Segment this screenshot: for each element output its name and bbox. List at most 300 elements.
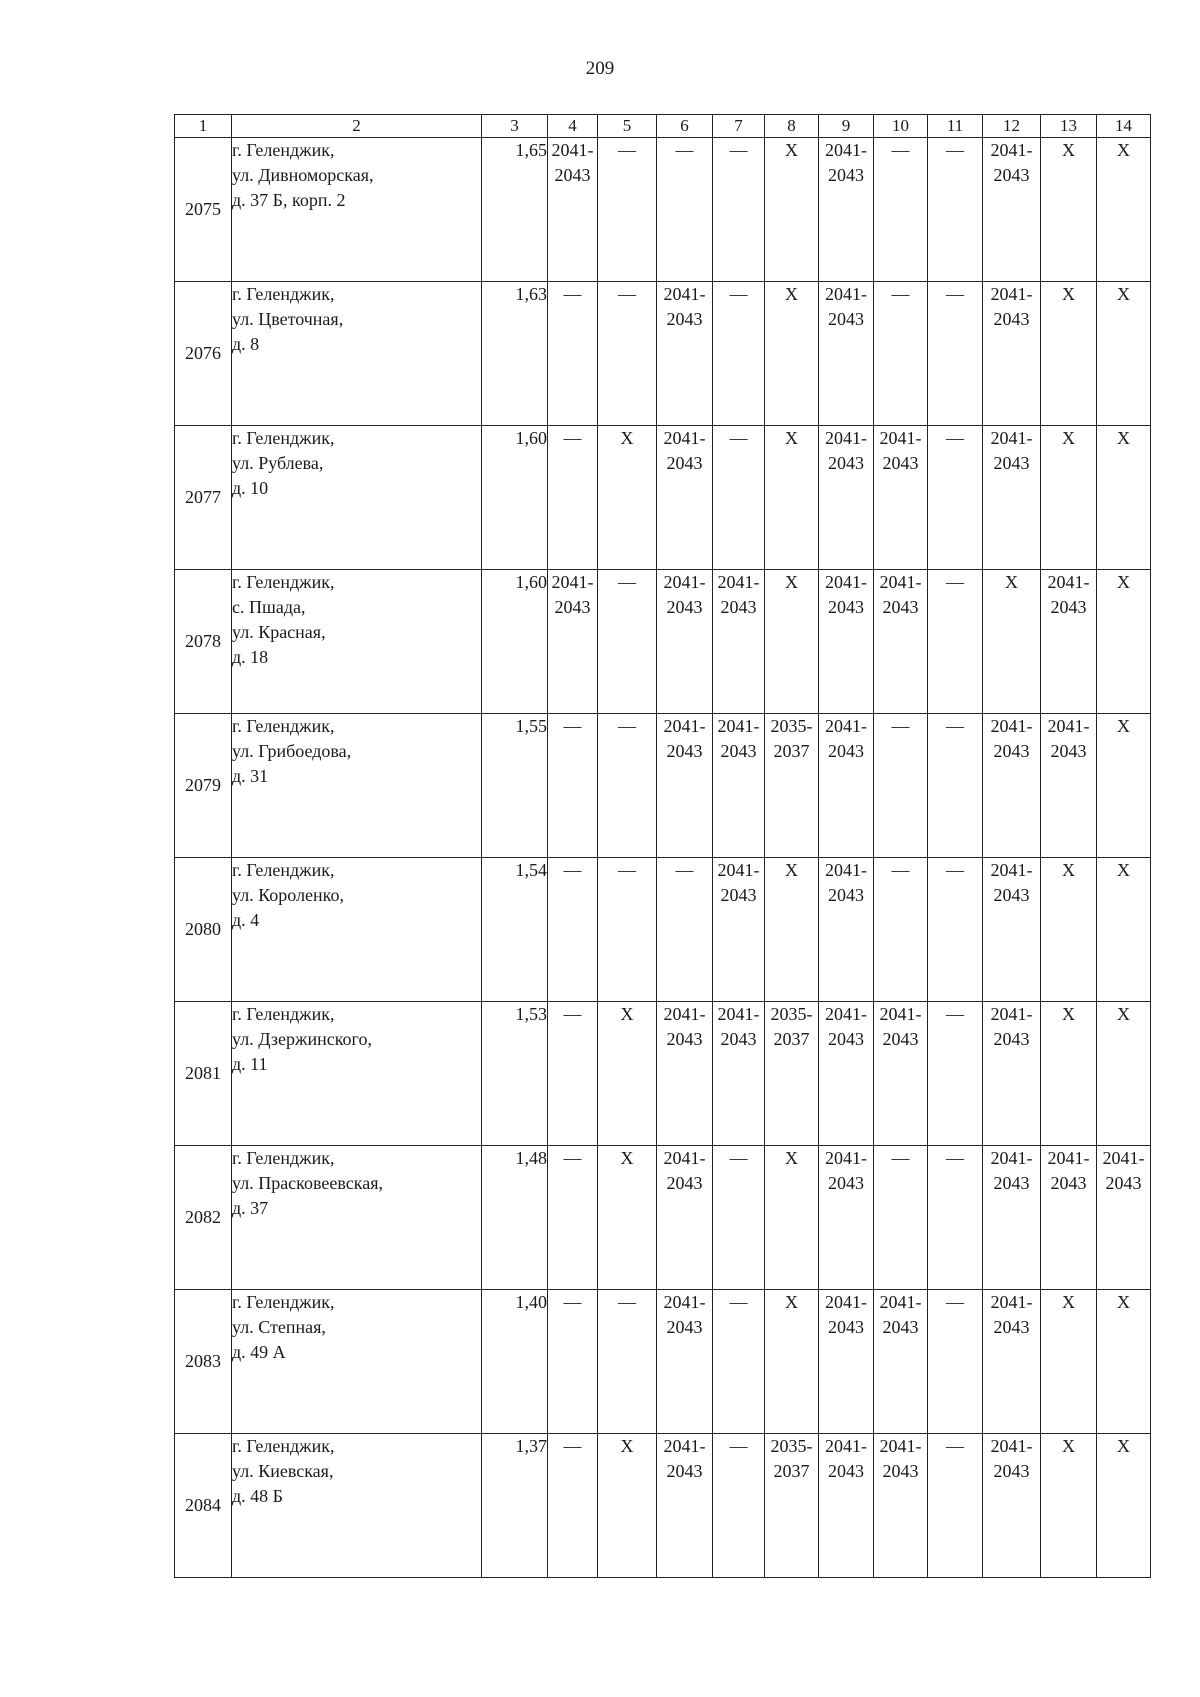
period-cell	[874, 570, 928, 714]
period-cell	[598, 1002, 657, 1146]
period-cell	[713, 1002, 765, 1146]
period-cell	[548, 858, 598, 1002]
period-cell	[713, 1290, 765, 1434]
table-row	[175, 1434, 1151, 1578]
address-cell	[232, 1002, 482, 1146]
period-cell	[657, 1146, 713, 1290]
period-cell	[819, 1434, 874, 1578]
period-cell	[819, 1002, 874, 1146]
table-row	[175, 570, 1151, 714]
period-value: —	[618, 140, 636, 160]
period-cell	[1041, 1434, 1097, 1578]
address-line: д. 18	[232, 647, 269, 667]
address-cell	[232, 714, 482, 858]
row-number-cell: 2077	[175, 426, 232, 570]
period-cell	[657, 1002, 713, 1146]
period-cell	[928, 426, 983, 570]
period-cell	[928, 1146, 983, 1290]
period-value: 2041- 2043	[990, 716, 1033, 761]
period-cell	[1097, 1002, 1151, 1146]
address-line: г. Геленджик,	[232, 716, 335, 736]
period-value: —	[675, 140, 694, 160]
row-number-cell: 2080	[175, 858, 232, 1002]
row-number-cell: 2076	[175, 282, 232, 426]
period-cell	[1041, 1002, 1097, 1146]
period-cell	[548, 282, 598, 426]
period-value: 2041- 2043	[717, 716, 760, 761]
register-table	[174, 114, 1151, 1578]
period-cell	[657, 570, 713, 714]
period-cell	[765, 1434, 819, 1578]
row-number-cell: 2083	[175, 1290, 232, 1434]
period-cell	[765, 282, 819, 426]
row-number-cell: 2078	[175, 570, 232, 714]
period-value: Х	[785, 140, 798, 160]
period-cell	[1041, 858, 1097, 1002]
period-value: 2041- 2043	[879, 1292, 922, 1337]
period-value: Х	[1062, 428, 1075, 448]
column-header: 1	[175, 115, 232, 138]
table-row	[175, 426, 1151, 570]
period-value: —	[946, 1148, 964, 1168]
period-cell	[765, 426, 819, 570]
period-value: 2041- 2043	[990, 1436, 1033, 1481]
period-cell	[983, 1290, 1041, 1434]
period-value: Х	[620, 428, 634, 448]
column-header: 8	[765, 115, 819, 138]
period-value: —	[729, 1292, 748, 1312]
period-value: Х	[1062, 1292, 1075, 1312]
period-cell	[1041, 426, 1097, 570]
period-value: Х	[1062, 140, 1075, 160]
period-value: —	[563, 1148, 582, 1168]
period-value: 2041- 2043	[663, 428, 706, 473]
period-cell	[598, 282, 657, 426]
period-cell	[1041, 138, 1097, 282]
period-value: —	[946, 284, 964, 304]
period-cell	[983, 714, 1041, 858]
period-cell	[983, 138, 1041, 282]
period-cell	[928, 714, 983, 858]
period-cell	[713, 426, 765, 570]
period-value: —	[563, 428, 582, 448]
period-value: —	[563, 1436, 582, 1456]
period-cell	[928, 1434, 983, 1578]
column-header: 2	[232, 115, 482, 138]
column-header: 14	[1097, 115, 1151, 138]
period-value: 2041- 2043	[990, 428, 1033, 473]
period-value: Х	[620, 1148, 634, 1168]
period-value: 2041- 2043	[1047, 572, 1090, 617]
period-value: 2041- 2043	[1047, 716, 1090, 761]
period-value: Х	[785, 428, 798, 448]
coefficient-cell: 1,65	[482, 138, 548, 282]
page-number: 209	[585, 58, 615, 79]
period-value: —	[946, 716, 964, 736]
period-cell	[1041, 1290, 1097, 1434]
period-value: —	[618, 716, 636, 736]
address-line: г. Геленджик,	[232, 140, 335, 160]
coefficient-cell: 1,60	[482, 426, 548, 570]
period-cell	[765, 858, 819, 1002]
period-cell	[819, 426, 874, 570]
period-cell	[548, 426, 598, 570]
coefficient-cell: 1,60	[482, 570, 548, 714]
period-value: —	[729, 284, 748, 304]
period-cell	[1097, 138, 1151, 282]
address-cell	[232, 426, 482, 570]
column-header: 11	[928, 115, 983, 138]
period-value: 2041- 2043	[990, 284, 1033, 329]
row-number-cell: 2084	[175, 1434, 232, 1578]
period-cell	[598, 570, 657, 714]
period-value: 2041- 2043	[551, 140, 594, 185]
column-header: 6	[657, 115, 713, 138]
period-value: 2041- 2043	[717, 860, 760, 905]
period-value: Х	[1117, 428, 1130, 448]
address-line: г. Геленджик,	[232, 1004, 335, 1024]
period-value: —	[946, 572, 964, 592]
period-cell	[1041, 570, 1097, 714]
period-value: Х	[1117, 860, 1130, 880]
period-value: Х	[1062, 860, 1075, 880]
period-value: Х	[1117, 1292, 1130, 1312]
period-value: Х	[785, 860, 798, 880]
table-row	[175, 714, 1151, 858]
coefficient-cell: 1,55	[482, 714, 548, 858]
address-line: с. Пшада,	[232, 597, 306, 617]
column-header: 10	[874, 115, 928, 138]
period-value: 2041- 2043	[663, 1436, 706, 1481]
period-value: 2041- 2043	[1102, 1148, 1145, 1193]
address-line: д. 8	[232, 334, 260, 354]
period-cell	[713, 570, 765, 714]
coefficient-cell: 1,54	[482, 858, 548, 1002]
address-cell	[232, 570, 482, 714]
period-cell	[983, 1434, 1041, 1578]
period-value: Х	[785, 1148, 798, 1168]
period-value: Х	[1062, 284, 1075, 304]
address-line: ул. Дзержинского,	[232, 1029, 372, 1049]
period-cell	[713, 282, 765, 426]
period-value: Х	[1005, 572, 1018, 592]
period-cell	[713, 1146, 765, 1290]
address-line: д. 49 А	[232, 1342, 286, 1362]
period-cell	[1041, 1146, 1097, 1290]
period-value: 2041- 2043	[879, 572, 922, 617]
period-value: —	[946, 1436, 964, 1456]
coefficient-cell: 1,53	[482, 1002, 548, 1146]
period-value: Х	[1117, 140, 1130, 160]
period-cell	[657, 1290, 713, 1434]
period-cell	[657, 138, 713, 282]
period-value: 2041- 2043	[663, 1148, 706, 1193]
period-cell	[548, 1290, 598, 1434]
period-cell	[765, 1002, 819, 1146]
period-value: 2035- 2037	[770, 1004, 813, 1049]
address-cell	[232, 1434, 482, 1578]
period-cell	[983, 858, 1041, 1002]
period-cell	[983, 426, 1041, 570]
period-cell	[874, 1002, 928, 1146]
period-cell	[657, 714, 713, 858]
period-value: Х	[785, 284, 798, 304]
period-value: 2041- 2043	[663, 716, 706, 761]
period-value: Х	[785, 572, 798, 592]
period-cell	[819, 138, 874, 282]
period-cell	[1097, 1290, 1151, 1434]
period-cell	[598, 426, 657, 570]
address-line: ул. Степная,	[232, 1317, 326, 1337]
coefficient-cell: 1,48	[482, 1146, 548, 1290]
period-cell	[765, 570, 819, 714]
period-cell	[1097, 714, 1151, 858]
address-line: д. 4	[232, 910, 260, 930]
column-header: 9	[819, 115, 874, 138]
address-line: ул. Прасковеевская,	[232, 1173, 383, 1193]
address-line: г. Геленджик,	[232, 428, 335, 448]
period-value: —	[618, 1292, 636, 1312]
period-value: 2041- 2043	[879, 1004, 922, 1049]
period-value: —	[729, 140, 748, 160]
period-value: 2041- 2043	[1047, 1148, 1090, 1193]
period-cell	[657, 858, 713, 1002]
period-cell	[765, 1146, 819, 1290]
period-cell	[874, 714, 928, 858]
address-line: г. Геленджик,	[232, 860, 335, 880]
period-value: 2041- 2043	[825, 860, 867, 905]
period-cell	[765, 714, 819, 858]
period-value: Х	[785, 1292, 798, 1312]
address-line: д. 48 Б	[232, 1486, 283, 1506]
period-value: —	[891, 716, 910, 736]
period-value: 2041- 2043	[663, 284, 706, 329]
period-cell	[928, 1002, 983, 1146]
period-cell	[548, 1002, 598, 1146]
period-value: —	[946, 1004, 964, 1024]
period-cell	[598, 1146, 657, 1290]
period-value: —	[729, 428, 748, 448]
row-number-cell: 2075	[175, 138, 232, 282]
period-value: —	[946, 1292, 964, 1312]
period-cell	[1041, 714, 1097, 858]
period-value: —	[729, 1148, 748, 1168]
coefficient-cell: 1,40	[482, 1290, 548, 1434]
period-cell	[598, 1434, 657, 1578]
period-value: 2041- 2043	[825, 1004, 867, 1049]
period-value: —	[891, 860, 910, 880]
period-value: 2041- 2043	[990, 1292, 1033, 1337]
period-cell	[928, 282, 983, 426]
period-cell	[657, 282, 713, 426]
period-cell	[819, 570, 874, 714]
period-cell	[1097, 1434, 1151, 1578]
header-row	[175, 115, 1151, 138]
period-cell	[874, 138, 928, 282]
address-line: ул. Киевская,	[232, 1461, 334, 1481]
period-value: —	[729, 1436, 748, 1456]
address-line: г. Геленджик,	[232, 1148, 335, 1168]
period-cell	[713, 858, 765, 1002]
period-value: 2041- 2043	[825, 716, 867, 761]
row-number-cell: 2079	[175, 714, 232, 858]
period-value: 2035- 2037	[770, 716, 813, 761]
period-value: —	[618, 284, 636, 304]
period-value: Х	[1117, 716, 1130, 736]
period-value: —	[618, 860, 636, 880]
period-cell	[1097, 858, 1151, 1002]
period-value: —	[891, 1148, 910, 1168]
address-line: ул. Грибоедова,	[232, 741, 352, 761]
row-number-cell: 2082	[175, 1146, 232, 1290]
table-row	[175, 282, 1151, 426]
table-row	[175, 858, 1151, 1002]
period-value: Х	[1117, 572, 1130, 592]
period-cell	[713, 714, 765, 858]
period-value: Х	[1117, 1436, 1130, 1456]
period-value: 2041- 2043	[825, 572, 867, 617]
address-line: д. 10	[232, 478, 269, 498]
period-cell	[819, 282, 874, 426]
period-value: 2041- 2043	[663, 572, 706, 617]
period-value: 2035- 2037	[770, 1436, 813, 1481]
column-header: 5	[598, 115, 657, 138]
address-line: ул. Короленко,	[232, 885, 344, 905]
period-cell	[1097, 1146, 1151, 1290]
period-value: 2041- 2043	[717, 572, 760, 617]
period-value: —	[563, 1004, 582, 1024]
period-cell	[1097, 570, 1151, 714]
period-value: —	[946, 860, 964, 880]
column-header: 4	[548, 115, 598, 138]
period-value: 2041- 2043	[663, 1004, 706, 1049]
period-value: Х	[1117, 284, 1130, 304]
address-line: г. Геленджик,	[232, 284, 335, 304]
address-cell	[232, 1146, 482, 1290]
period-cell	[765, 1290, 819, 1434]
period-value: Х	[620, 1004, 634, 1024]
period-value: 2041- 2043	[990, 1004, 1033, 1049]
address-cell	[232, 1290, 482, 1434]
period-value: —	[563, 716, 582, 736]
period-cell	[1097, 282, 1151, 426]
period-cell	[819, 858, 874, 1002]
period-value: —	[675, 860, 694, 880]
period-value: —	[946, 140, 964, 160]
address-line: ул. Цветочная,	[232, 309, 344, 329]
column-header: 7	[713, 115, 765, 138]
period-value: 2041- 2043	[825, 1436, 867, 1481]
period-value: —	[563, 1292, 582, 1312]
period-cell	[928, 858, 983, 1002]
period-cell	[548, 1146, 598, 1290]
address-line: г. Геленджик,	[232, 1436, 335, 1456]
period-value: Х	[1117, 1004, 1130, 1024]
period-value: Х	[1062, 1436, 1075, 1456]
period-cell	[928, 570, 983, 714]
period-cell	[713, 138, 765, 282]
period-cell	[983, 282, 1041, 426]
period-cell	[657, 1434, 713, 1578]
period-cell	[983, 1146, 1041, 1290]
address-line: ул. Рублева,	[232, 453, 324, 473]
period-value: 2041- 2043	[825, 284, 867, 329]
period-cell	[874, 1290, 928, 1434]
period-cell	[874, 858, 928, 1002]
period-cell	[548, 570, 598, 714]
table-row	[175, 1290, 1151, 1434]
period-value: —	[891, 284, 910, 304]
address-line: г. Геленджик,	[232, 1292, 335, 1312]
period-cell	[983, 1002, 1041, 1146]
period-cell	[983, 570, 1041, 714]
period-cell	[548, 138, 598, 282]
address-line: д. 37 Б, корп. 2	[232, 190, 346, 210]
period-value: —	[946, 428, 964, 448]
period-value: 2041- 2043	[825, 428, 867, 473]
period-value: 2041- 2043	[990, 860, 1033, 905]
table-body	[175, 138, 1151, 1578]
address-cell	[232, 858, 482, 1002]
period-cell	[598, 858, 657, 1002]
period-cell	[765, 138, 819, 282]
period-value: 2041- 2043	[717, 1004, 760, 1049]
period-value: 2041- 2043	[879, 1436, 922, 1481]
period-cell	[928, 1290, 983, 1434]
period-cell	[874, 426, 928, 570]
period-value: 2041- 2043	[825, 1292, 867, 1337]
period-cell	[1097, 426, 1151, 570]
period-value: —	[618, 572, 636, 592]
table-row	[175, 1146, 1151, 1290]
address-line: ул. Красная,	[232, 622, 326, 642]
period-cell	[928, 138, 983, 282]
column-header: 13	[1041, 115, 1097, 138]
period-value: —	[891, 140, 910, 160]
address-line: ул. Дивноморская,	[232, 165, 374, 185]
period-value: Х	[620, 1436, 634, 1456]
column-header: 12	[983, 115, 1041, 138]
period-cell	[598, 1290, 657, 1434]
period-value: —	[563, 284, 582, 304]
period-cell	[598, 138, 657, 282]
address-line: г. Геленджик,	[232, 572, 335, 592]
period-cell	[874, 1434, 928, 1578]
period-cell	[819, 714, 874, 858]
period-value: 2041- 2043	[825, 1148, 867, 1193]
address-cell	[232, 138, 482, 282]
table-row	[175, 138, 1151, 282]
address-cell	[232, 282, 482, 426]
period-cell	[819, 1146, 874, 1290]
period-cell	[598, 714, 657, 858]
coefficient-cell: 1,63	[482, 282, 548, 426]
period-value: 2041- 2043	[990, 140, 1033, 185]
period-value: 2041- 2043	[990, 1148, 1033, 1193]
period-value: 2041- 2043	[879, 428, 922, 473]
period-cell	[874, 1146, 928, 1290]
period-cell	[713, 1434, 765, 1578]
period-cell	[657, 426, 713, 570]
period-value: 2041- 2043	[663, 1292, 706, 1337]
period-cell	[548, 1434, 598, 1578]
period-value: 2041- 2043	[551, 572, 594, 617]
period-cell	[819, 1290, 874, 1434]
address-line: д. 37	[232, 1198, 269, 1218]
period-cell	[1041, 282, 1097, 426]
address-line: д. 11	[232, 1054, 268, 1074]
period-value: Х	[1062, 1004, 1075, 1024]
